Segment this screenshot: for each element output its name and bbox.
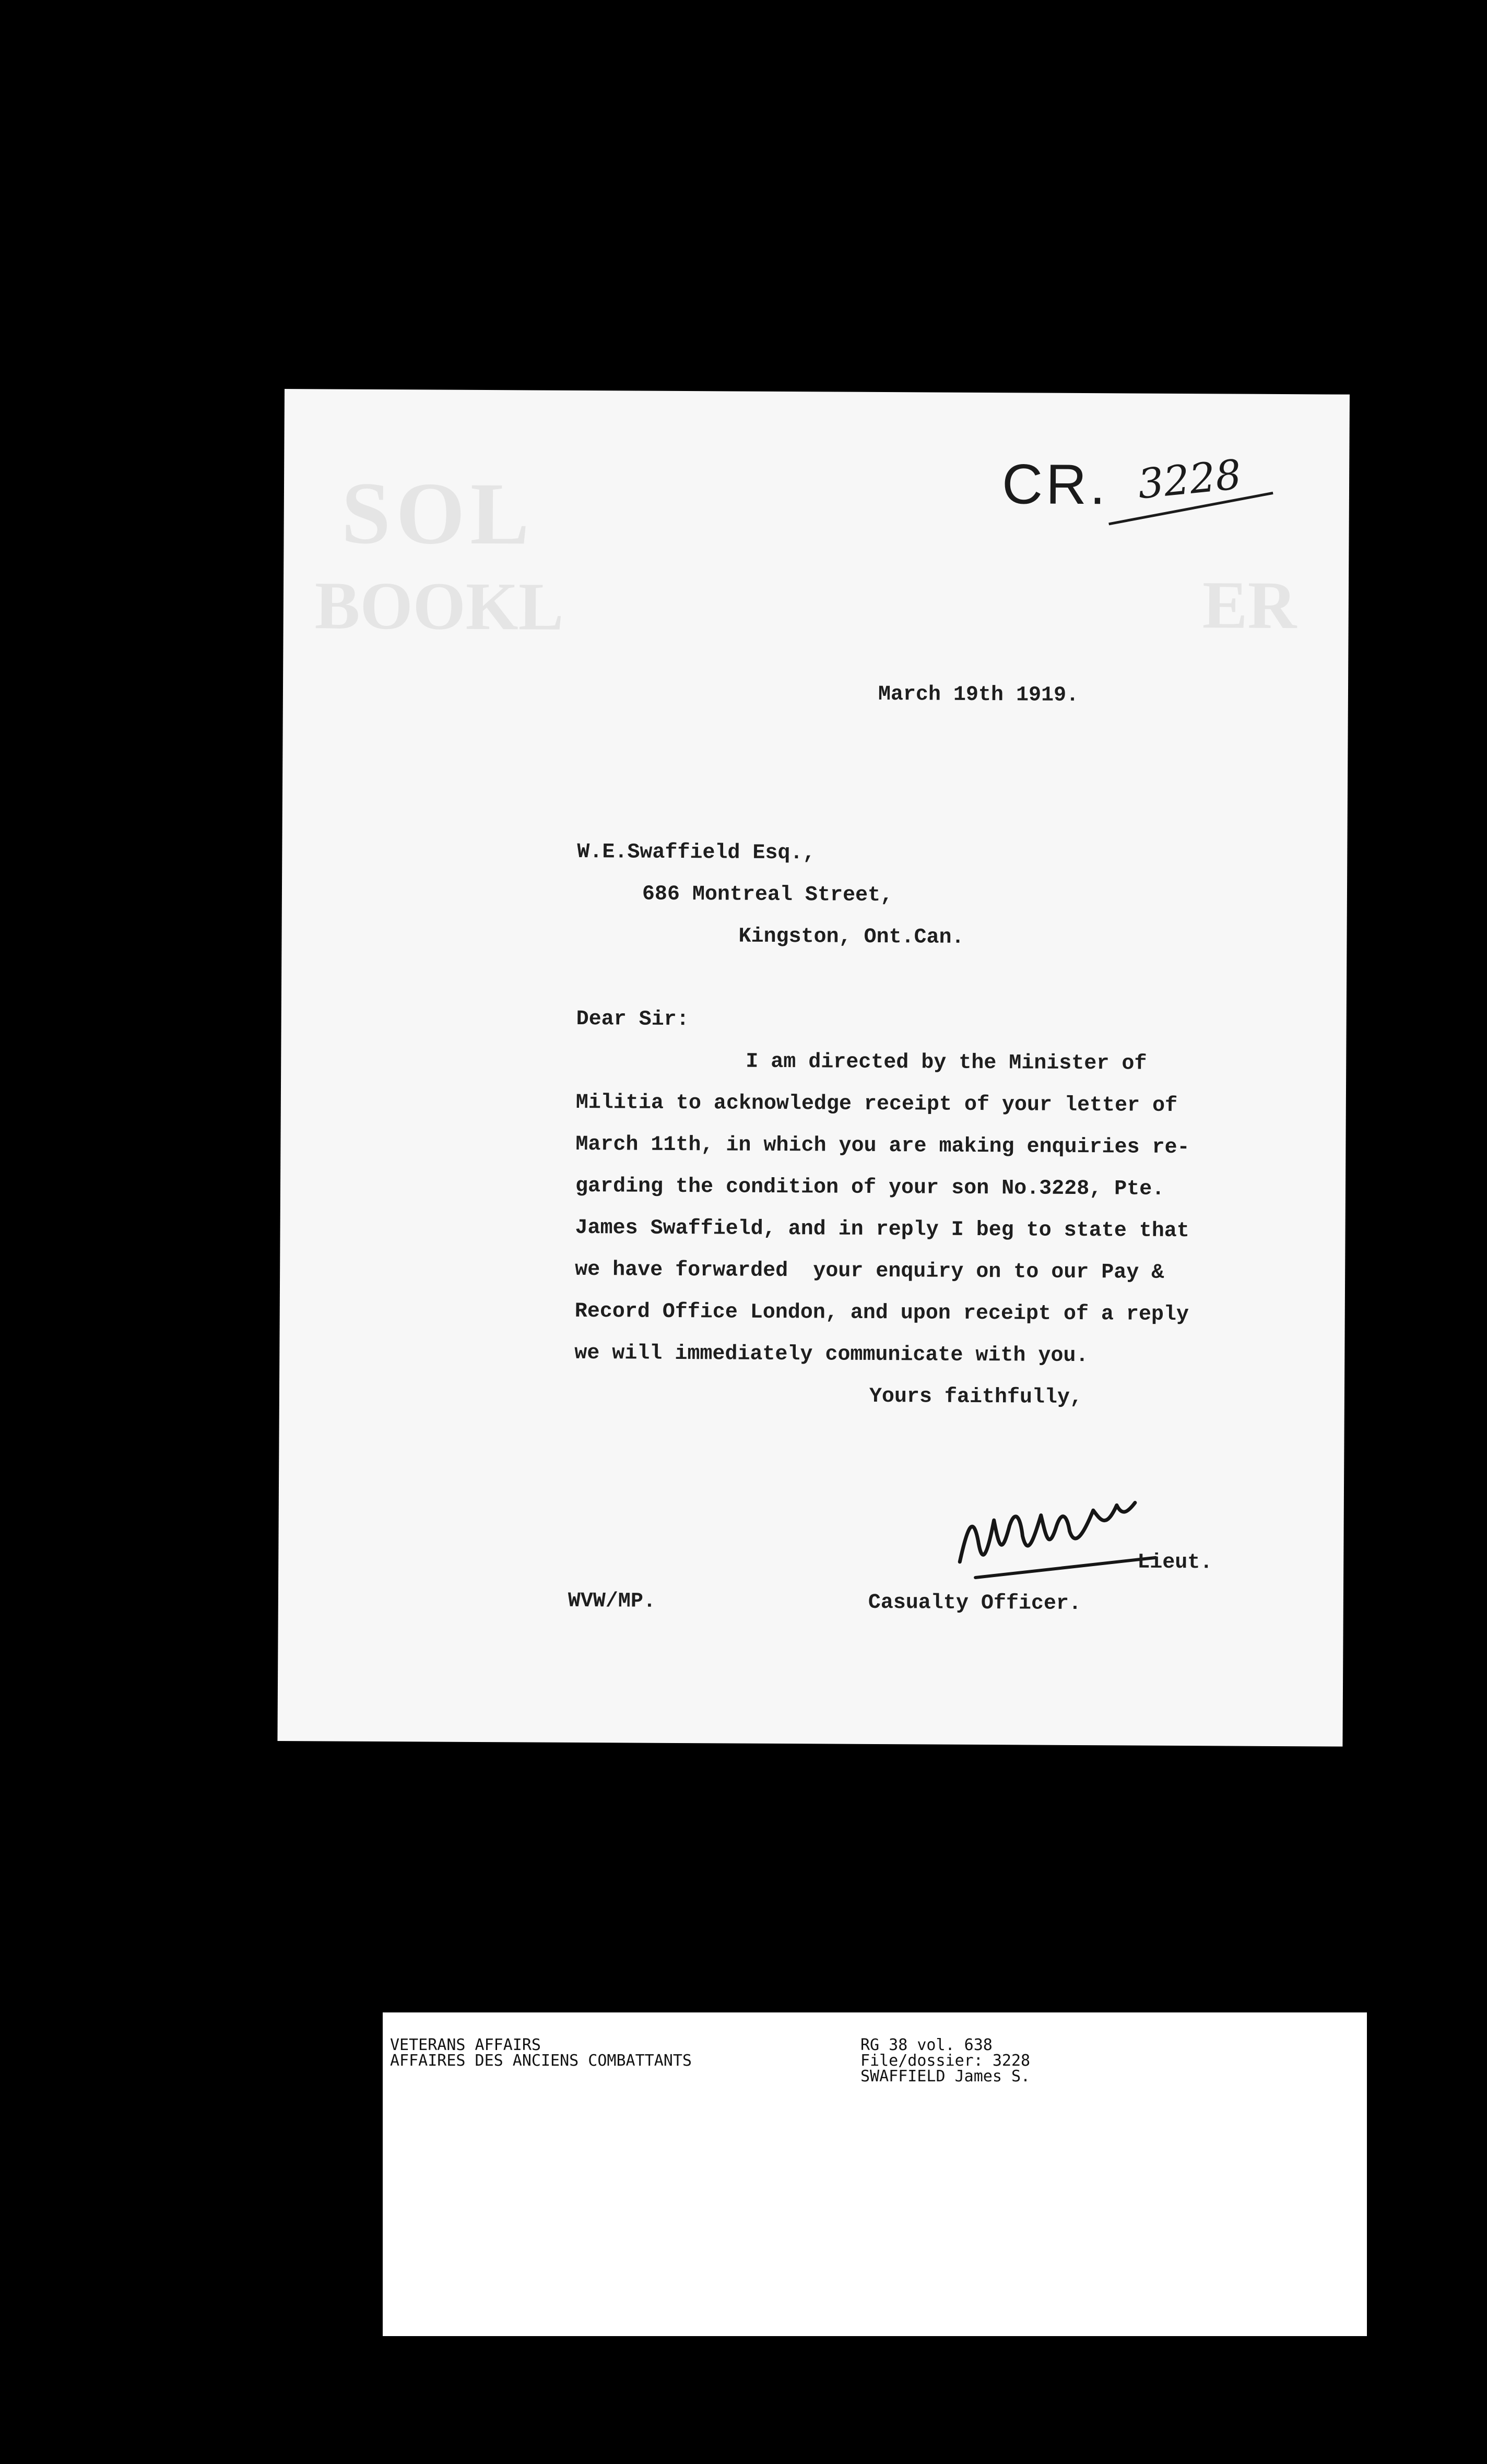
body-line: I am directed by the Minister of [746, 1050, 1147, 1076]
bleed-through-mark: BOOKL [314, 568, 564, 645]
cr-stamp: CR. [1001, 452, 1109, 516]
body-line: March 11th, in which you are making enquiries re- [575, 1132, 1190, 1160]
bleed-through-mark: ER [1202, 567, 1297, 644]
signature [949, 1484, 1169, 1589]
label-file: File/dossier: 3228 [860, 2052, 1031, 2070]
signature-title: Casualty Officer. [868, 1591, 1082, 1616]
body-line: James Swaffield, and in reply I beg to state that [575, 1216, 1189, 1243]
recipient-city: Kingston, Ont.Can. [738, 925, 964, 950]
body-line: Record Office London, and upon receipt of a reply [574, 1299, 1189, 1327]
label-name: SWAFFIELD James S. [860, 2067, 1031, 2086]
label-agency-en: VETERANS AFFAIRS [390, 2036, 541, 2054]
recipient-street: 686 Montreal Street, [642, 882, 893, 908]
salutation: Dear Sir: [576, 1007, 689, 1032]
body-line: Militia to acknowledge receipt of your letter of [575, 1091, 1178, 1118]
reference-initials: WVW/MP. [568, 1589, 656, 1614]
label-volume: RG 38 vol. 638 [860, 2036, 993, 2054]
archive-label [383, 2012, 1367, 2336]
signature-rank: Lieut. [1137, 1550, 1213, 1575]
letter-date: March 19th 1919. [878, 682, 1079, 707]
body-line: we will immediately communicate with you. [574, 1341, 1089, 1368]
recipient-name: W.E.Swaffield Esq., [577, 840, 816, 866]
bleed-through-mark: SOL [341, 464, 535, 563]
closing: Yours faithfully, [869, 1384, 1083, 1410]
cr-handwritten-number: 3228 [1136, 451, 1244, 508]
label-agency-fr: AFFAIRES DES ANCIENS COMBATTANTS [390, 2052, 692, 2070]
body-line: we have forwarded your enquiry on to our Pay & [575, 1258, 1164, 1285]
letter-page [277, 389, 1350, 1747]
body-line: garding the condition of your son No.3228, Pte. [575, 1174, 1165, 1201]
